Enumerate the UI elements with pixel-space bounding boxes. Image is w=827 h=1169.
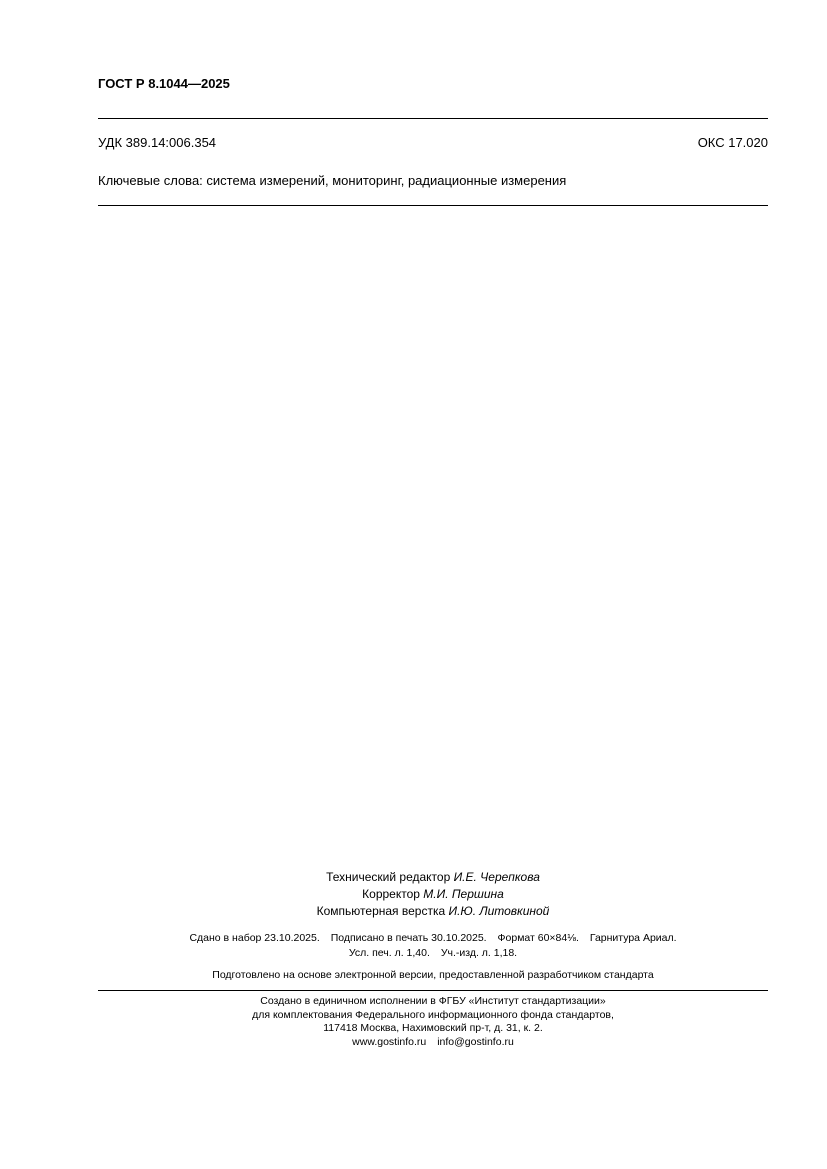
print-sheets: Усл. печ. л. 1,40. bbox=[348, 947, 430, 959]
tech-editor-label: Технический редактор bbox=[326, 870, 451, 884]
oks-code: ОКС 17.020 bbox=[697, 135, 768, 150]
paper-format: Формат 60×84⅛. bbox=[497, 932, 579, 944]
corrector-label: Корректор bbox=[362, 887, 420, 901]
corrector-line bbox=[98, 886, 768, 903]
signed-date: Подписано в печать 30.10.2025. bbox=[330, 932, 487, 944]
corrector-name: М.И. Першина bbox=[423, 887, 504, 901]
prepared-note: Подготовлено на основе электронной версии, предоставленной разработчиком стандарта bbox=[212, 969, 654, 981]
submitted-date: Сдано в набор 23.10.2025. bbox=[189, 932, 320, 944]
print-info-block bbox=[98, 931, 768, 961]
email-link[interactable]: info@gostinfo.ru bbox=[437, 1035, 514, 1048]
publisher-address: 117418 Москва, Нахимовский пр-т, д. 31, к. 2. bbox=[323, 1022, 543, 1034]
top-divider bbox=[98, 118, 768, 119]
tech-editor-name: И.Е. Черепкова bbox=[453, 870, 540, 884]
keywords-line: Ключевые слова: система измерений, мониторинг, радиационные измерения bbox=[98, 173, 567, 188]
publisher-sheets: Уч.-изд. л. 1,18. bbox=[440, 947, 518, 959]
layout-line bbox=[98, 903, 768, 920]
print-info-line-1 bbox=[98, 931, 768, 946]
layout-name: И.Ю. Литовкиной bbox=[448, 904, 550, 918]
layout-label: Компьютерная верстка bbox=[316, 904, 446, 918]
publisher-line-2: для комплектования Федерального информационного фонда стандартов, bbox=[252, 1008, 614, 1021]
udk-code: УДК 389.14:006.354 bbox=[98, 135, 217, 150]
standard-title: ГОСТ Р 8.1044—2025 bbox=[98, 76, 230, 91]
publisher-contacts bbox=[98, 1036, 768, 1050]
publisher-divider bbox=[98, 990, 768, 991]
publisher-line-1: Создано в единичном исполнении в ФГБУ «Институт стандартизации» bbox=[260, 995, 606, 1007]
tech-editor-line bbox=[98, 869, 768, 886]
publisher-block bbox=[98, 995, 768, 1049]
print-info-line-2 bbox=[98, 946, 768, 961]
website-link[interactable]: www.gostinfo.ru bbox=[352, 1035, 427, 1048]
credits-block bbox=[98, 869, 768, 920]
keywords-divider bbox=[98, 205, 768, 206]
typeface: Гарнитура Ариал. bbox=[589, 932, 677, 944]
